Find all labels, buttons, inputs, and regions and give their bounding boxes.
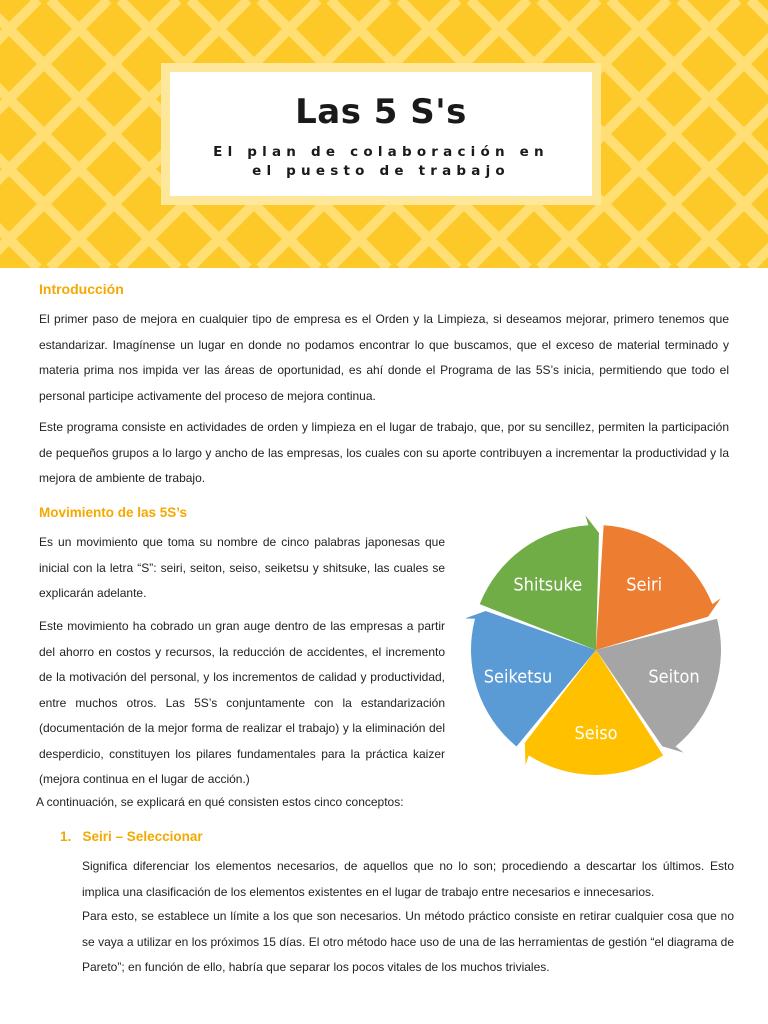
intro-paragraph-2: Este programa consiste en actividades de orden y limpieza en el lugar de trabajo, que, por su sencillez, permiten la participación de pequeños grupos a lo largo y ancho de las empresas, los cuales con su aporte contribuyen a incrementar la productividad y la mejora de ambiente de trabajo. [39, 420, 729, 485]
five-s-cycle-diagram [466, 510, 726, 790]
cycle-label-seiketsu: Seiketsu [483, 666, 553, 688]
list-item-title: Seiri – Seleccionar [82, 829, 203, 844]
cycle-label-seiri: Seiri [626, 574, 663, 596]
page-subtitle-line2: el puesto de trabajo [252, 163, 510, 179]
cycle-label-seiso: Seiso [574, 723, 618, 744]
movement-paragraph-2: Este movimiento ha cobrado un gran auge dentro de las empresas a partir del ahorro en costos y recursos, la reducción de accidentes, el incremento de la motivación del personal, y los incrementos de calidad y productividad, entre muchos otros. Las 5S’s conjuntamente con la estandarización (documentación de la mejor forma de realizar el trabajo) y la eliminación del desperdicio, constituyen los pilares fundamentales para la práctica kaizer (mejora continua en el lugar de acción.) [39, 619, 445, 786]
movement-paragraph-1: Es un movimiento que toma su nombre de cinco palabras japonesas que inicial con la letra “S”: seiri, seiton, seiso, seiketsu y shitsuke, las cuales se explicarán adelante. [39, 535, 445, 600]
header-banner [0, 0, 768, 268]
page-title: Las 5 S's [295, 92, 467, 132]
title-card [161, 63, 601, 205]
page-subtitle-line1: El plan de colaboración en [213, 144, 549, 160]
movement-paragraph-3: A continuación, se explicará en qué consisten estos cinco conceptos: [36, 795, 404, 809]
cycle-label-shitsuke: Shitsuke [513, 574, 583, 596]
movement-heading: Movimiento de las 5S’s [39, 505, 188, 520]
intro-paragraph-1: El primer paso de mejora en cualquier tipo de empresa es el Orden y la Limpieza, si deseamos mejorar, primero tenemos que estandarizar. Imagínense un lugar en donde no podamos encontrar lo que buscamos, que el exceso de material terminado y materia prima nos impida ver las áreas de oportunidad, es ahí donde el Programa de las 5S’s inicia, permitiendo que todo el personal participe activamente del proceso de mejora continua. [39, 312, 729, 403]
intro-heading: Introducción [39, 281, 124, 297]
seiri-paragraph-2: Para esto, se establece un límite a los que son necesarios. Un método práctico consiste en retirar cualquier cosa que no se vaya a utilizar en los próximos 15 días. El otro método hace uso de una de las herramientas de gestión “el diagrama de Pareto”; en función de ello, habría que separar los pocos vitales de los muchos triviales. [82, 909, 734, 974]
cycle-label-seiton: Seiton [648, 666, 700, 688]
list-item-number: 1. [60, 829, 72, 844]
seiri-paragraph-1: Significa diferenciar los elementos necesarios, de aquellos que no lo son; procediendo a descartar los últimos. Esto implica una clasificación de los elementos existentes en el lugar de trabajo entre necesarios e innecesarios. [82, 859, 734, 899]
list-item-seiri-heading [60, 829, 203, 844]
